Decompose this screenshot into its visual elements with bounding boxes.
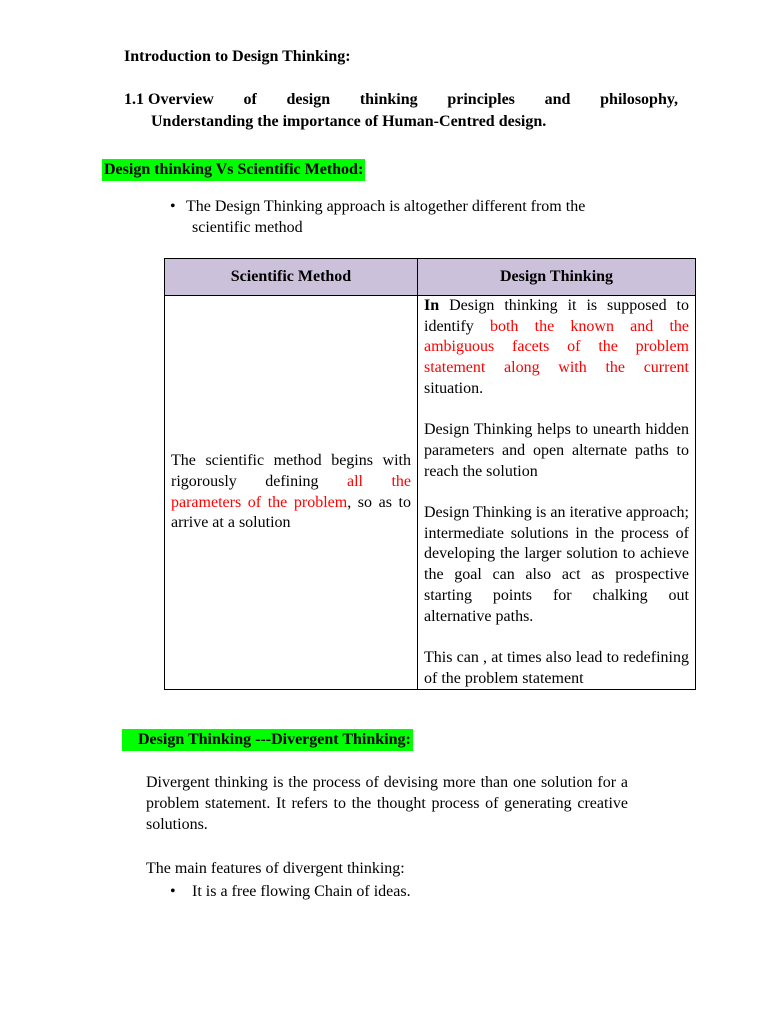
overview-subtitle: Understanding the importance of Human-Centred design. [151, 113, 547, 130]
overview-heading [124, 89, 678, 133]
bullet-text-line1: The Design Thinking approach is altogether different from the [186, 198, 586, 215]
overview-word: of [243, 91, 257, 108]
table-header-row [165, 259, 696, 296]
table-cell-design [418, 296, 696, 690]
bullet-item [170, 881, 411, 902]
bullet-icon: • [170, 198, 176, 215]
overview-number-and-first-word: 1.1 Overview [124, 91, 214, 108]
comparison-table [164, 258, 696, 690]
overview-word: design [286, 91, 331, 108]
table-header-scientific: Scientific Method [165, 259, 418, 296]
table-row [165, 296, 696, 690]
table-header-design: Design Thinking [418, 259, 696, 296]
bullet-text-line2: scientific method [192, 219, 303, 236]
table-cell-scientific: The scientific method begins with rigorously defining all the parameters of the problem, so as to arrive at a solution [165, 296, 418, 690]
emphasis-text: both the known and the ambiguous facets of the problem statement along with the current [424, 317, 690, 377]
design-para-2: Design Thinking helps to unearth hidden parameters and open alternate paths to reach the solution [424, 421, 689, 480]
design-para-3: Design Thinking is an iterative approach; intermediate solutions in the process of developing the larger solution to achieve the goal can also act as prospective starting points for chalking out alternative paths. [424, 504, 689, 625]
section-heading-scientific: Design thinking Vs Scientific Method: [102, 159, 365, 181]
overview-word: principles [447, 91, 515, 108]
overview-word: philosophy, [600, 91, 678, 108]
features-intro: The main features of divergent thinking: [146, 860, 405, 877]
section-heading-divergent: Design Thinking ---Divergent Thinking: [122, 729, 413, 751]
overview-word: and [544, 91, 571, 108]
overview-word: thinking [359, 91, 418, 108]
divergent-paragraph: Divergent thinking is the process of devising more than one solution for a problem statement. It refers to the thought process of generating creative solutions. [146, 774, 628, 833]
design-para-4: This can , at times also lead to redefining of the problem statement [424, 648, 689, 687]
bullet-text: It is a free flowing Chain of ideas. [192, 883, 411, 900]
bullet-icon: • [170, 883, 176, 900]
emphasis-text: all the parameters of the problem [171, 472, 411, 511]
document-title: Introduction to Design Thinking: [124, 48, 351, 65]
design-para-1: In Design thinking it is supposed to identify both the known and the ambiguous facets of the problem statement along with the current situation. [424, 297, 690, 397]
bullet-item [170, 196, 640, 238]
